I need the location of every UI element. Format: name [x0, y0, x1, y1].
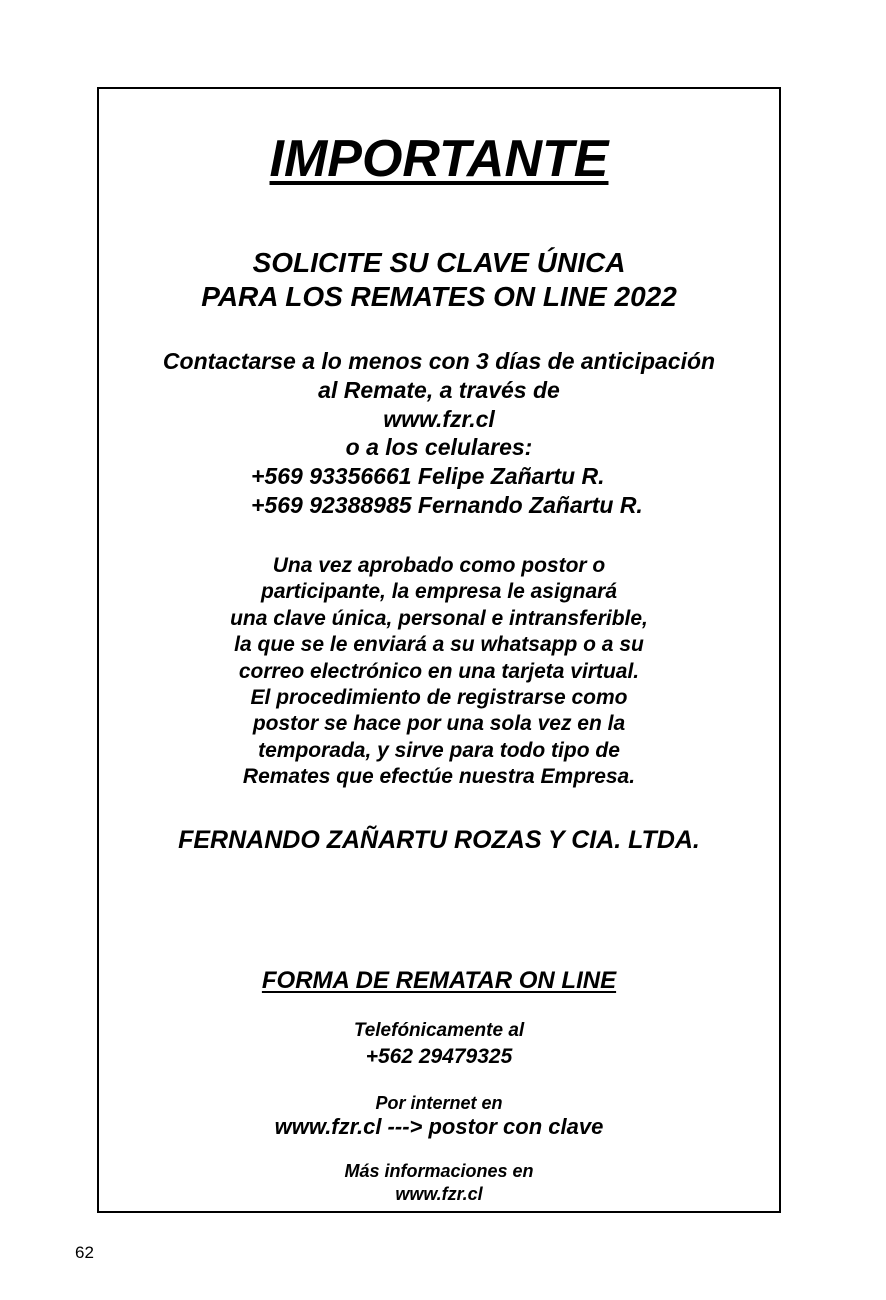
online-section-title: FORMA DE REMATAR ON LINE [261, 967, 617, 994]
contact-line-2: al Remate, a través de [318, 377, 560, 403]
more-info-label: Más informaciones en [344, 1161, 534, 1181]
heading-line-2: PARA LOS REMATES ON LINE 2022 [201, 281, 677, 312]
contact-line-1: Contactarse a lo menos con 3 días de anticipación [162, 348, 716, 374]
auction-phone-number: +562 29479325 [365, 1045, 513, 1068]
info-line-1: Una vez aprobado como postor o [272, 554, 606, 577]
info-line-2: participante, la empresa le asignará [261, 580, 617, 603]
info-line-9: Remates que efectúe nuestra Empresa. [242, 765, 636, 788]
info-line-5: correo electrónico en una tarjeta virtual. [238, 660, 640, 683]
phone-label: Telefónicamente al [353, 1020, 525, 1041]
phone-felipe: +569 93356661 Felipe Zañartu R. [251, 463, 605, 489]
heading-line-1: SOLICITE SU CLAVE ÚNICA [252, 247, 626, 278]
notice-frame [97, 87, 781, 1213]
info-line-3: una clave única, personal e intransferible, [230, 607, 648, 630]
more-info-link[interactable]: www.fzr.cl [395, 1184, 483, 1204]
phone-fernando: +569 92388985 Fernando Zañartu R. [251, 492, 643, 518]
info-line-6: El procedimiento de registrarse como [250, 686, 628, 709]
internet-link[interactable]: www.fzr.cl ---> postor con clave [274, 1114, 604, 1139]
page-number: 62 [75, 1243, 94, 1262]
notice-title: IMPORTANTE [269, 130, 609, 188]
contact-website-link[interactable]: www.fzr.cl [383, 406, 495, 432]
company-name: FERNANDO ZAÑARTU ROZAS Y CIA. LTDA. [178, 826, 700, 854]
info-line-7: postor se hace por una sola vez en la [252, 712, 626, 735]
contact-line-4: o a los celulares: [345, 434, 533, 460]
internet-label: Por internet en [375, 1093, 503, 1113]
info-line-4: la que se le enviará a su whatsapp o a su [234, 633, 644, 656]
info-line-8: temporada, y sirve para todo tipo de [258, 739, 620, 762]
